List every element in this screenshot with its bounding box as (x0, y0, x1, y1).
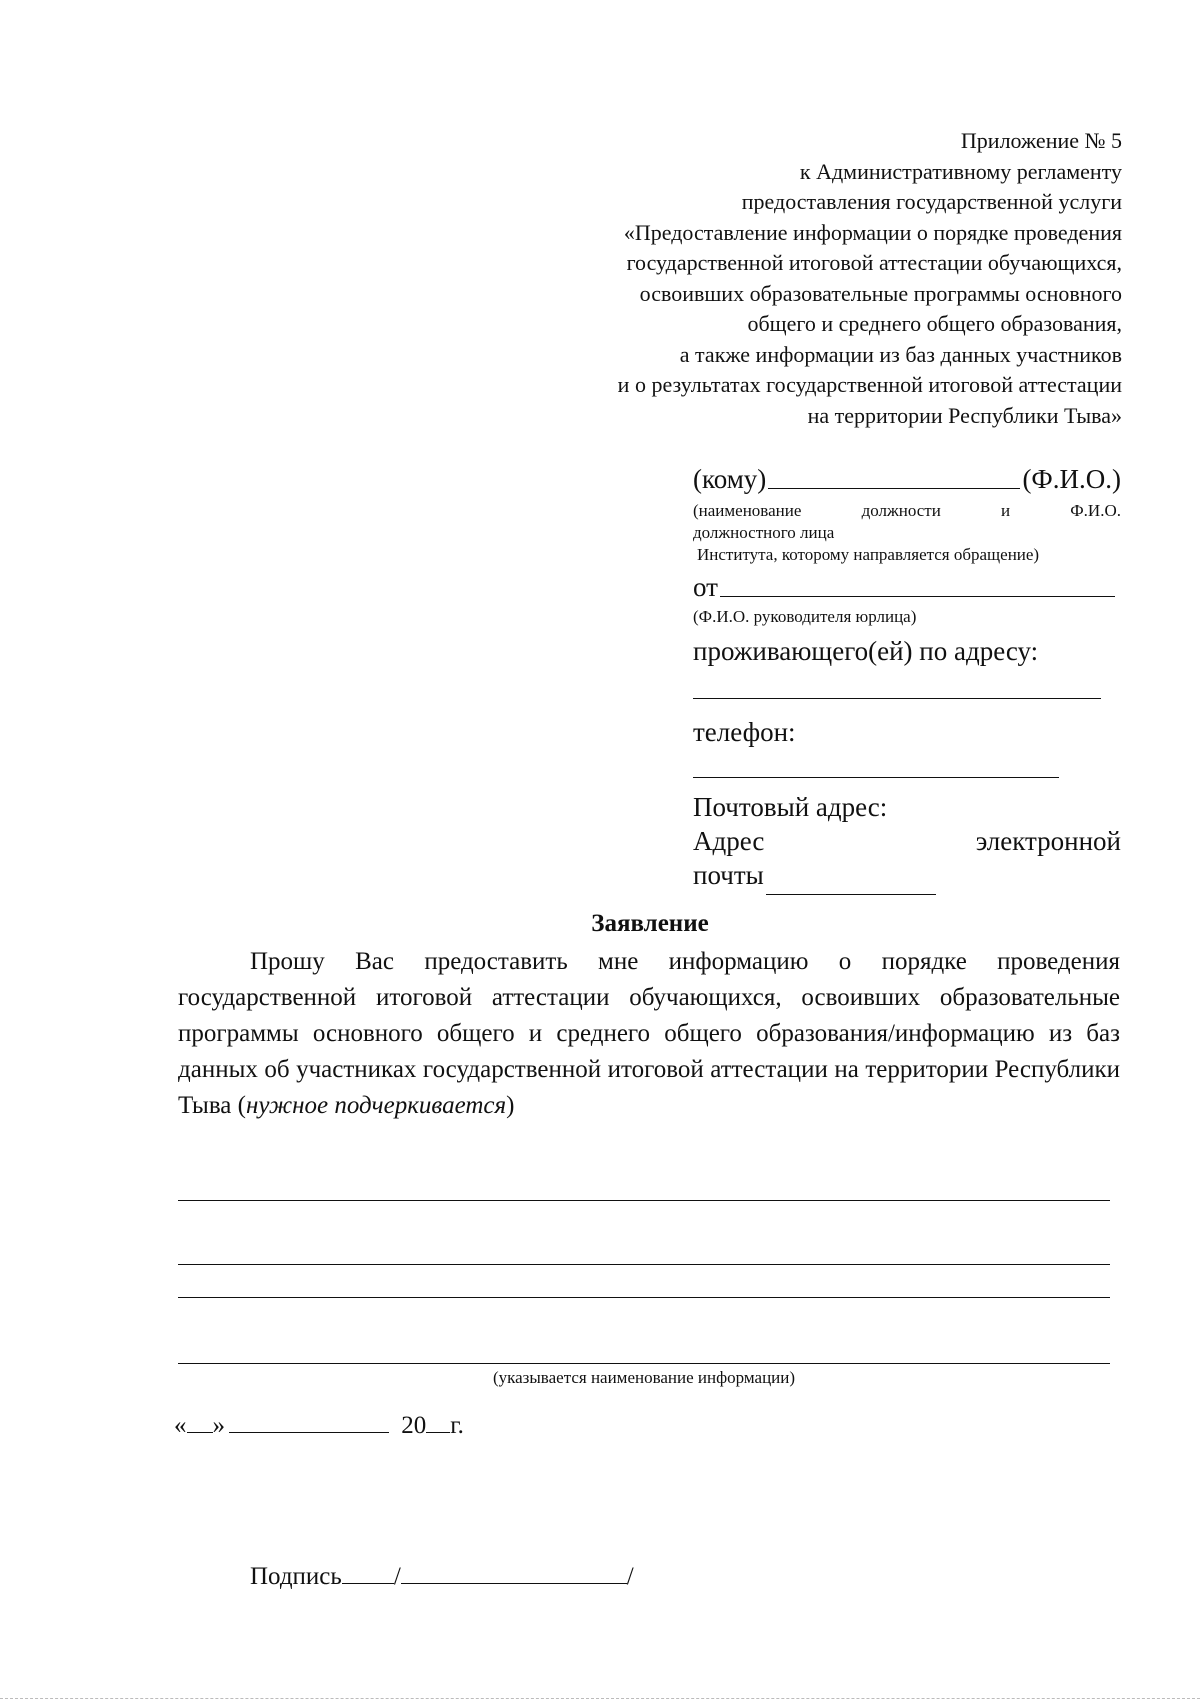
appendix-line: освоивших образовательные программы основного (639, 280, 1122, 306)
info-line[interactable] (178, 1363, 1110, 1364)
signature-slash: / (626, 1563, 634, 1590)
to-hint-line2: должностного лица (693, 523, 835, 542)
to-field[interactable] (768, 488, 1020, 489)
year-prefix: 20 (401, 1412, 427, 1439)
email-row (693, 824, 1121, 858)
email-word: почты (693, 860, 764, 890)
address-label: проживающего(ей) по адресу: (693, 636, 1039, 666)
to-hint-row (693, 500, 1121, 522)
phone-field[interactable] (693, 777, 1059, 778)
info-line[interactable] (178, 1297, 1110, 1298)
fio-label: (Ф.И.О.) (1022, 464, 1121, 494)
statement-body-note: нужное подчеркивается (245, 1092, 507, 1119)
info-caption: (указывается наименование информации) (492, 1368, 796, 1387)
to-label: (кому) (693, 464, 767, 494)
appendix-line: «Предоставление информации о порядке проведения (623, 219, 1122, 245)
year-suffix: г. (450, 1412, 464, 1439)
appendix-line: а также информации из баз данных участников (679, 341, 1122, 367)
email-word: Адрес (693, 826, 765, 856)
info-line[interactable] (178, 1264, 1110, 1265)
year-field[interactable] (426, 1431, 450, 1433)
date-close-quote: » (212, 1412, 225, 1439)
day-field[interactable] (187, 1431, 213, 1433)
signature-name-field[interactable] (401, 1582, 627, 1584)
postal-label: Почтовый адрес: (693, 792, 888, 822)
to-hint-word: и (1000, 501, 1011, 520)
info-line[interactable] (178, 1200, 1110, 1201)
from-field[interactable] (720, 596, 1115, 597)
date-open-quote: « (174, 1412, 187, 1439)
to-hint-word: (наименование (693, 501, 802, 520)
statement-title: Заявление (591, 910, 709, 937)
addressee-block (693, 462, 1121, 892)
appendix-line: к Административному регламенту (799, 158, 1122, 184)
to-row (693, 462, 1121, 496)
from-label: от (693, 572, 718, 602)
appendix-line: на территории Республики Тыва» (807, 402, 1122, 428)
phone-label: телефон: (693, 717, 796, 747)
footer-divider (0, 1698, 1200, 1699)
address-field[interactable] (693, 698, 1101, 699)
statement-body-text: Прошу Вас предоставить мне информацию о порядке проведения государственной итоговой аттестации обучающихся, освоивших образовательные программы основного общего и среднего общего образования/информацию из баз данных об участниках государственной итоговой аттестации на территории Республики Тыва (178, 948, 1120, 1119)
signature-slash: / (393, 1563, 401, 1590)
email-field[interactable] (766, 893, 936, 895)
to-hint-word: должности (861, 501, 941, 520)
date-row (174, 1412, 464, 1440)
to-hint-line3: Института, которому направляется обращение) (697, 545, 1040, 564)
month-field[interactable] (229, 1431, 389, 1433)
email-field-row (693, 858, 1121, 892)
statement-title-wrap (0, 910, 1200, 938)
appendix-header (502, 126, 1122, 431)
from-hint: (Ф.И.О. руководителя юрлица) (693, 607, 917, 626)
appendix-line: общего и среднего общего образования, (747, 311, 1122, 336)
signature-label: Подпись (250, 1563, 342, 1590)
to-hint-word: Ф.И.О. (1070, 501, 1121, 520)
email-word: электронной (975, 826, 1121, 856)
signature-field[interactable] (342, 1582, 394, 1584)
appendix-line: государственной итоговой аттестации обучающихся, (626, 250, 1122, 275)
appendix-line: Приложение № 5 (960, 128, 1122, 153)
from-row (693, 570, 1121, 604)
statement-body: Прошу Вас предоставить мне информацию о порядке проведения государственной итоговой аттестации обучающихся, освоивших образовательные программы основного общего и среднего общего образования/информацию из баз данных об участниках государственной итоговой аттестации на территории Республики Тыва (нужное подчеркивается) (178, 948, 1120, 1119)
signature-row (250, 1563, 634, 1591)
appendix-line: предоставления государственной услуги (741, 189, 1122, 214)
appendix-line: и о результатах государственной итоговой аттестации (617, 372, 1122, 397)
